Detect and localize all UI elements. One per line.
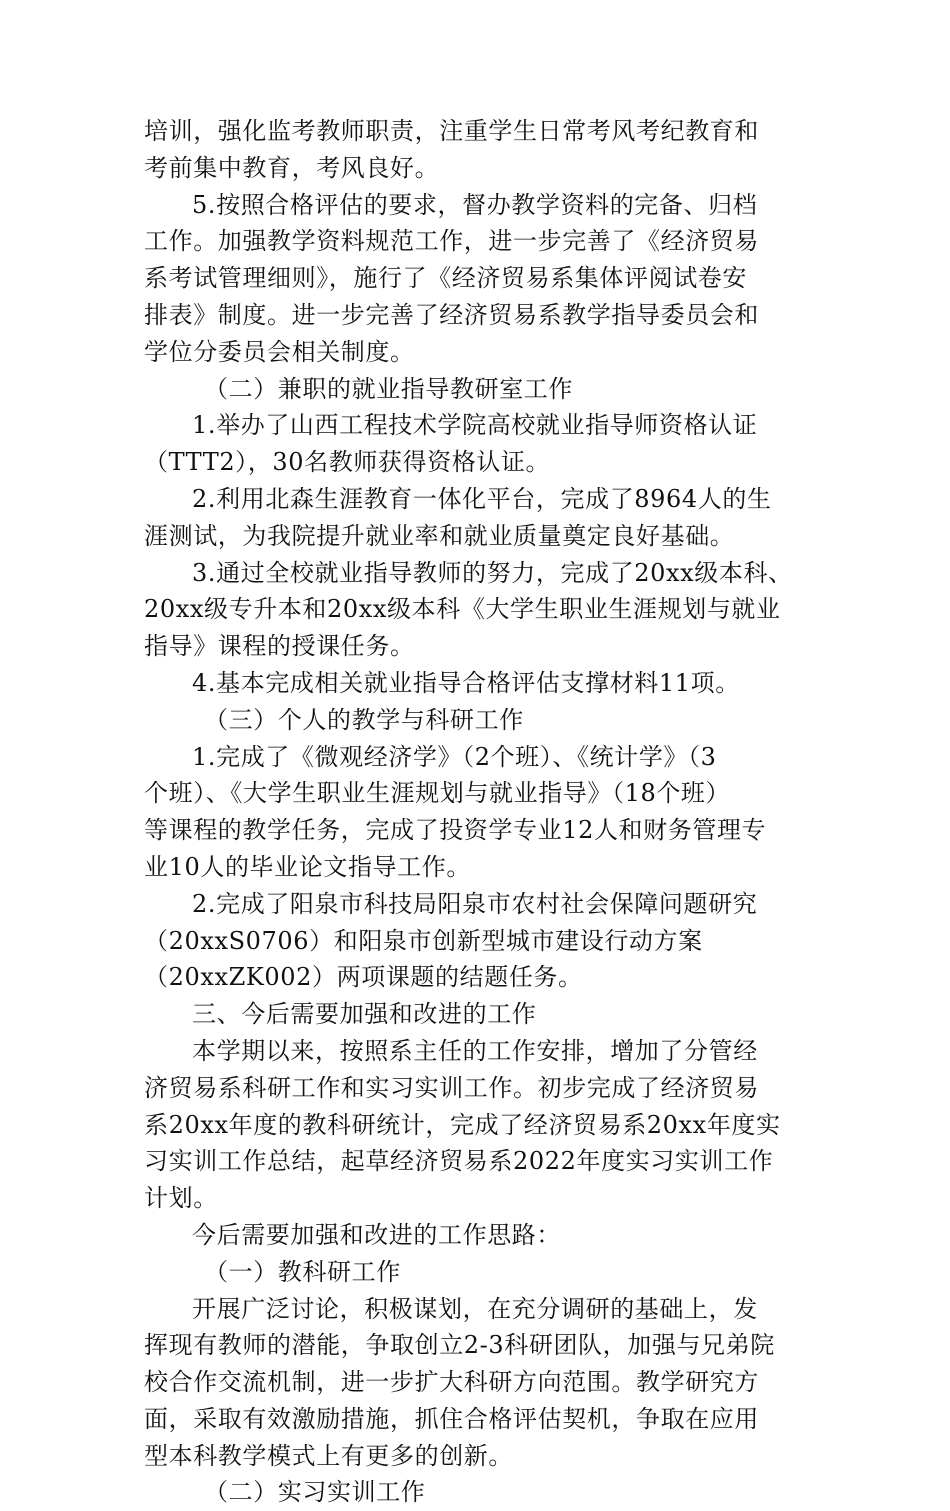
text-line: 1.完成了《微观经济学》（2个班）、《统计学》（3 xyxy=(192,742,717,771)
text-line: （20xxS0706）和阳泉市创新型城市建设行动方案 xyxy=(144,926,703,955)
text-line: 指导》课程的授课任务。 xyxy=(144,632,415,661)
text-line: （20xxZK002）两项课题的结题任务。 xyxy=(144,963,583,992)
text-line: 2.完成了阳泉市科技局阳泉市农村社会保障问题研究 xyxy=(192,889,758,918)
text-line: 2.利用北森生涯教育一体化平台，完成了8964人的生 xyxy=(192,484,772,513)
text-line: 习实训工作总结，起草经济贸易系2022年度实习实训工作 xyxy=(144,1147,774,1176)
text-line: 系考试管理细则》，施行了《经济贸易系集体评阅试卷安 xyxy=(144,264,747,293)
text-line: 本学期以来，按照系主任的工作安排，增加了分管经 xyxy=(192,1036,758,1065)
text-line: （二）实习实训工作 xyxy=(204,1478,426,1507)
text-line: 学位分委员会相关制度。 xyxy=(144,337,415,366)
text-line: （二）兼职的就业指导教研室工作 xyxy=(204,374,573,403)
text-line: 排表》制度。进一步完善了经济贸易系教学指导委员会和 xyxy=(144,300,759,329)
text-line: 型本科教学模式上有更多的创新。 xyxy=(144,1441,513,1470)
text-line: 计划。 xyxy=(144,1184,218,1213)
text-line: 培训，强化监考教师职责，注重学生日常考风考纪教育和 xyxy=(144,117,759,145)
text-line: 5.按照合格评估的要求，督办教学资料的完备、归档 xyxy=(192,190,758,219)
document-body xyxy=(144,113,812,1511)
text-line: 1.举办了山西工程技术学院高校就业指导师资格认证 xyxy=(192,411,758,440)
text-line: 三、今后需要加强和改进的工作 xyxy=(192,1000,537,1029)
text-line: （TTT2），30名教师获得资格认证。 xyxy=(144,448,551,477)
text-line: 今后需要加强和改进的工作思路： xyxy=(192,1220,561,1249)
text-line: 个班）、《大学生职业生涯规划与就业指导》（18个班） xyxy=(144,779,731,808)
text-line: （三）个人的教学与科研工作 xyxy=(204,705,524,734)
text-line: 系20xx年度的教科研统计，完成了经济贸易系20xx年度实 xyxy=(144,1110,781,1139)
text-line: 工作。加强教学资料规范工作，进一步完善了《经济贸易 xyxy=(144,227,759,256)
text-line: 等课程的教学任务，完成了投资学专业12人和财务管理专 xyxy=(144,816,767,845)
text-line: 开展广泛讨论，积极谋划，在充分调研的基础上，发 xyxy=(192,1294,758,1323)
text-line: 涯测试，为我院提升就业率和就业质量奠定良好基础。 xyxy=(144,521,735,550)
text-line: 考前集中教育，考风良好。 xyxy=(144,153,440,182)
text-line: 济贸易系科研工作和实习实训工作。初步完成了经济贸易 xyxy=(144,1073,759,1102)
text-line: 校合作交流机制，进一步扩大科研方向范围。教学研究方 xyxy=(144,1368,759,1397)
text-line: 业10人的毕业论文指导工作。 xyxy=(144,852,471,881)
text-line: 4.基本完成相关就业指导合格评估支撑材料11项。 xyxy=(192,668,740,697)
text-line: 3.通过全校就业指导教师的努力，完成了20xx级本科、 xyxy=(192,558,793,587)
text-line: 面，采取有效激励措施，抓住合格评估契机，争取在应用 xyxy=(144,1404,759,1433)
text-line: 20xx级专升本和20xx级本科《大学生职业生涯规划与就业 xyxy=(144,595,781,624)
text-line: 挥现有教师的潜能，争取创立2-3科研团队，加强与兄弟院 xyxy=(144,1331,775,1360)
text-line: （一）教科研工作 xyxy=(204,1257,401,1286)
